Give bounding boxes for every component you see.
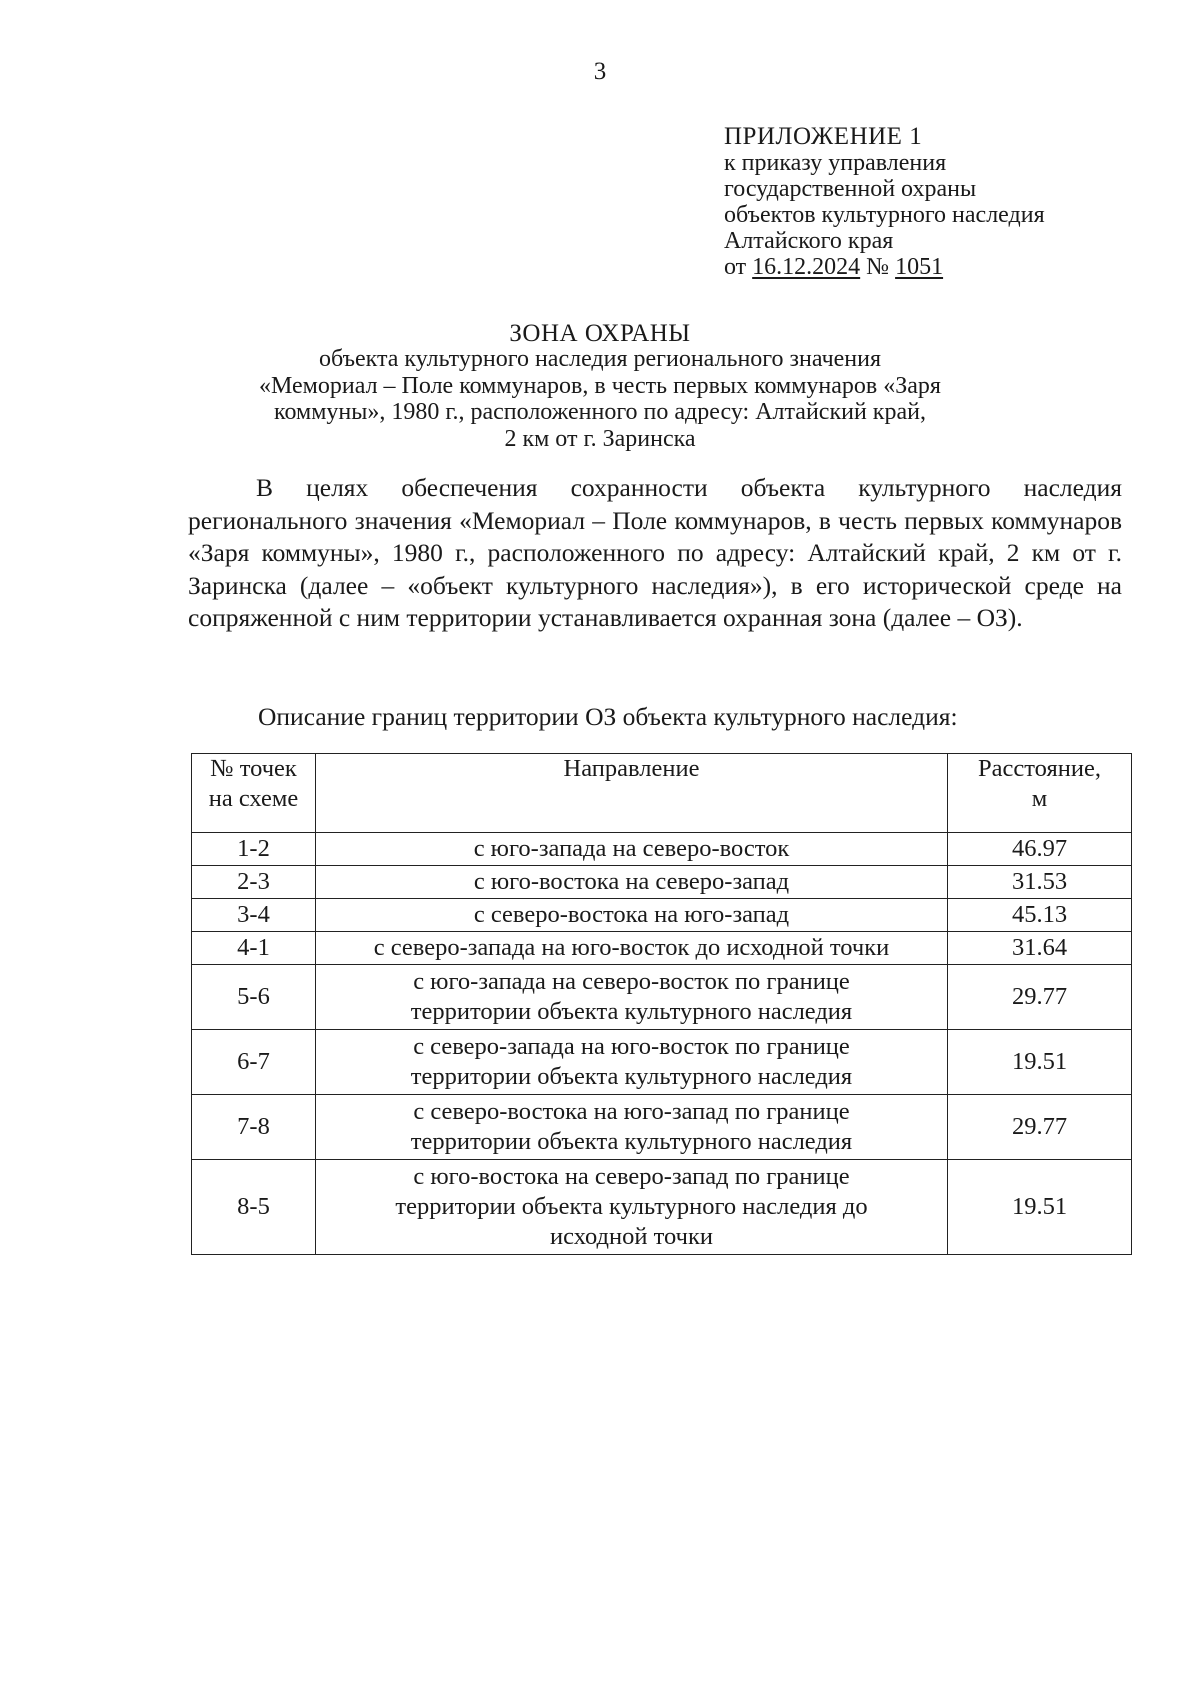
cell-distance: 31.53 (948, 866, 1132, 899)
header-points (192, 754, 316, 833)
table-row (192, 899, 1132, 932)
document-subtitle (160, 346, 1040, 452)
table-row (192, 932, 1132, 965)
header-distance (948, 754, 1132, 833)
cell-points: 4-1 (192, 932, 316, 965)
direction-line: территории объекта культурного наследия (410, 1128, 853, 1155)
page-number: 3 (593, 58, 607, 85)
cell-distance: 45.13 (948, 899, 1132, 932)
subtitle-line: объекта культурного наследия регионального значения (318, 346, 882, 372)
table-row (192, 833, 1132, 866)
subtitle-line: «Мемориал – Поле коммунаров, в честь первых коммунаров «Заря (259, 372, 941, 399)
cell-points: 7-8 (192, 1095, 316, 1160)
direction-line: с юго-востока на северо-запад (473, 868, 790, 895)
direction-line: с юго-запада на северо-восток по границе (413, 968, 850, 995)
table-row (192, 866, 1132, 899)
table-body (192, 833, 1132, 1255)
subtitle-line: коммуны», 1980 г., расположенного по адресу: Алтайский край, (274, 399, 926, 425)
table-header-row (192, 754, 1132, 833)
table-row (192, 965, 1132, 1030)
body-paragraph: В целях обеспечения сохранности объекта культурного наследия регионального значения «Мемориал – Поле коммунаров, в честь первых коммунаров «Заря коммуны», 1980 г., расположенного по адресу: Алтайский край, 2 км от г. Заринска (далее – «объект культурного наследия»), в его исторической среде на сопряженной с ним территории устанавливается охранная зона (далее – ОЗ). (188, 473, 1122, 632)
date-prefix: от (724, 254, 747, 280)
cell-points: 6-7 (192, 1030, 316, 1095)
order-number: 1051 (895, 254, 944, 280)
header-distance-line: м (1031, 785, 1048, 812)
document-title: ЗОНА ОХРАНЫ (509, 320, 691, 347)
cell-points: 1-2 (192, 833, 316, 866)
subtitle-line: 2 км от г. Заринска (504, 425, 696, 452)
header-distance-line: Расстояние, (978, 755, 1101, 782)
cell-points: 8-5 (192, 1160, 316, 1255)
cell-distance: 46.97 (948, 833, 1132, 866)
appendix-title: ПРИЛОЖЕНИЕ 1 (724, 123, 923, 150)
cell-distance: 29.77 (948, 1095, 1132, 1160)
cell-points: 5-6 (192, 965, 316, 1030)
direction-line: с северо-запада на юго-восток по границе (413, 1033, 850, 1060)
direction-line: с северо-запада на юго-восток до исходной точки (373, 934, 890, 961)
cell-points: 3-4 (192, 899, 316, 932)
table-row (192, 1030, 1132, 1095)
appendix-date-line (724, 254, 1164, 280)
appendix-block (724, 124, 1164, 280)
appendix-line: государственной охраны (724, 176, 977, 202)
header-direction: Направление (316, 754, 948, 833)
cell-direction (316, 1030, 948, 1095)
direction-line: с северо-востока на юго-запад (473, 901, 790, 928)
cell-distance: 29.77 (948, 965, 1132, 1030)
boundary-table (191, 753, 1132, 1255)
table-caption: Описание границ территории ОЗ объекта культурного наследия: (258, 702, 958, 731)
number-sign: № (866, 254, 890, 280)
cell-distance: 19.51 (948, 1030, 1132, 1095)
order-date: 16.12.2024 (752, 254, 861, 280)
cell-direction (316, 833, 948, 866)
direction-line: территории объекта культурного наследия (410, 998, 853, 1025)
direction-line: с юго-запада на северо-восток (473, 835, 790, 862)
cell-direction (316, 866, 948, 899)
direction-line: территории объекта культурного наследия (410, 1063, 853, 1090)
appendix-line: Алтайского края (724, 228, 894, 254)
cell-distance: 31.64 (948, 932, 1132, 965)
cell-direction (316, 965, 948, 1030)
header-points-line: на схеме (208, 785, 299, 812)
cell-direction (316, 1160, 948, 1255)
cell-direction (316, 932, 948, 965)
direction-line: территории объекта культурного наследия до (395, 1193, 868, 1220)
cell-direction (316, 1095, 948, 1160)
cell-direction (316, 899, 948, 932)
table-row (192, 1160, 1132, 1255)
direction-line: исходной точки (550, 1223, 713, 1250)
cell-points: 2-3 (192, 866, 316, 899)
appendix-line: к приказу управления (724, 150, 947, 176)
cell-distance: 19.51 (948, 1160, 1132, 1255)
table-row (192, 1095, 1132, 1160)
direction-line: с юго-востока на северо-запад по границе (413, 1163, 850, 1190)
direction-line: с северо-востока на юго-запад по границе (413, 1098, 850, 1125)
header-points-line: № точек (210, 755, 297, 782)
appendix-line: объектов культурного наследия (724, 202, 1045, 228)
